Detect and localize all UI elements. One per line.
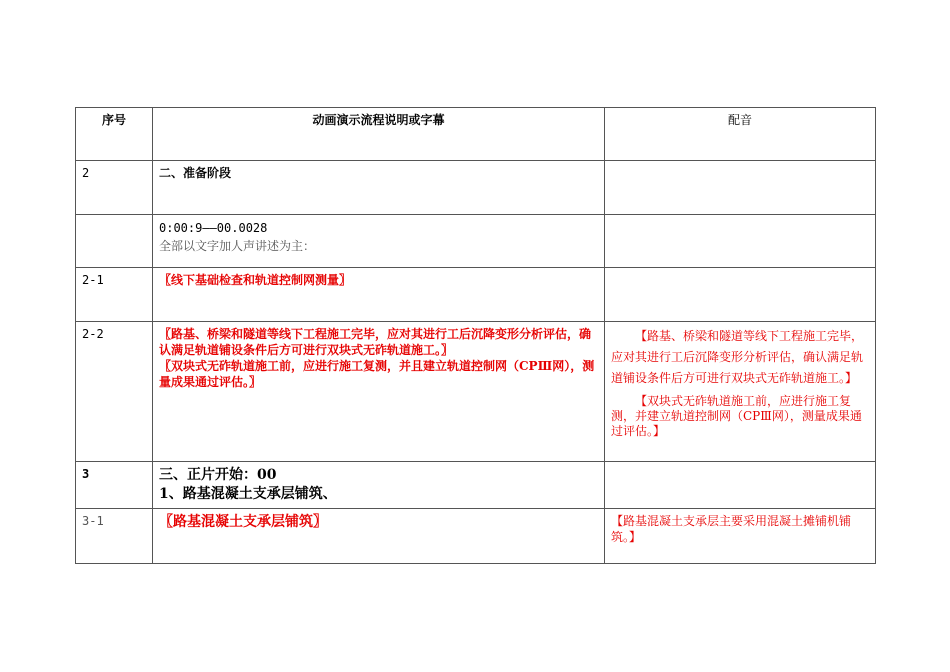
row-description (153, 161, 605, 215)
table-row (76, 215, 876, 268)
row-description (153, 268, 605, 322)
row-seq: 3-1 (76, 509, 153, 564)
note-text: 全部以文字加人声讲述为主： (159, 239, 316, 253)
row-seq: 2-1 (76, 268, 153, 322)
row-seq (76, 215, 153, 268)
caption-text: 〖路基、桥梁和隧道等线下工程施工完毕，应对其进行工后沉降变形分析评估，确认满足轨道铺设条件后方可进行双块式无砟轨道施工。〗 (159, 327, 592, 357)
table-row (76, 268, 876, 322)
row-description (153, 462, 605, 509)
table-header-row (76, 108, 876, 161)
caption-text: 〖线下基础检查和轨道控制网测量〗 (159, 273, 352, 287)
dubbing-text: 【双块式无砟轨道施工前，应进行施工复测，并建立轨道控制网（CPⅢ网），测量成果通过评估。】 (611, 394, 862, 438)
row-description (153, 322, 605, 462)
row-dubbing (605, 322, 876, 462)
table-row (76, 462, 876, 509)
header-seq: 序号 (76, 108, 153, 161)
row-seq: 3 (76, 462, 153, 509)
caption-text: 〖双块式无砟轨道施工前，应进行施工复测，并且建立轨道控制网（CPⅢ网），测量成果通过评估。〗 (159, 359, 595, 389)
table-row (76, 322, 876, 462)
row-dubbing (605, 462, 876, 509)
row-dubbing (605, 215, 876, 268)
section-subtitle: 1、路基混凝土支承层铺筑、 (159, 486, 337, 502)
header-dubbing: 配音 (605, 108, 876, 161)
table-row (76, 509, 876, 564)
row-seq: 2 (76, 161, 153, 215)
row-dubbing (605, 268, 876, 322)
section-title: 二、准备阶段 (159, 166, 232, 180)
section-title: 三、正片开始：00 (159, 467, 277, 483)
header-description: 动画演示流程说明或字幕 (153, 108, 605, 161)
caption-text: 〖路基混凝土支承层铺筑〗 (159, 514, 327, 530)
dubbing-text: 【路基、桥梁和隧道等线下工程施工完毕，应对其进行工后沉降变形分析评估，确认满足轨道铺设条件后方可进行双块式无砟轨道施工。】 (611, 329, 864, 385)
row-description (153, 509, 605, 564)
dubbing-text: 【路基混凝土支承层主要采用混凝土摊铺机铺筑。】 (611, 514, 852, 544)
row-dubbing (605, 161, 876, 215)
row-dubbing (605, 509, 876, 564)
table-row (76, 161, 876, 215)
timecode: 0:00:9——00.0028 (159, 221, 268, 235)
row-seq: 2-2 (76, 322, 153, 462)
row-description (153, 215, 605, 268)
script-table (75, 107, 876, 564)
